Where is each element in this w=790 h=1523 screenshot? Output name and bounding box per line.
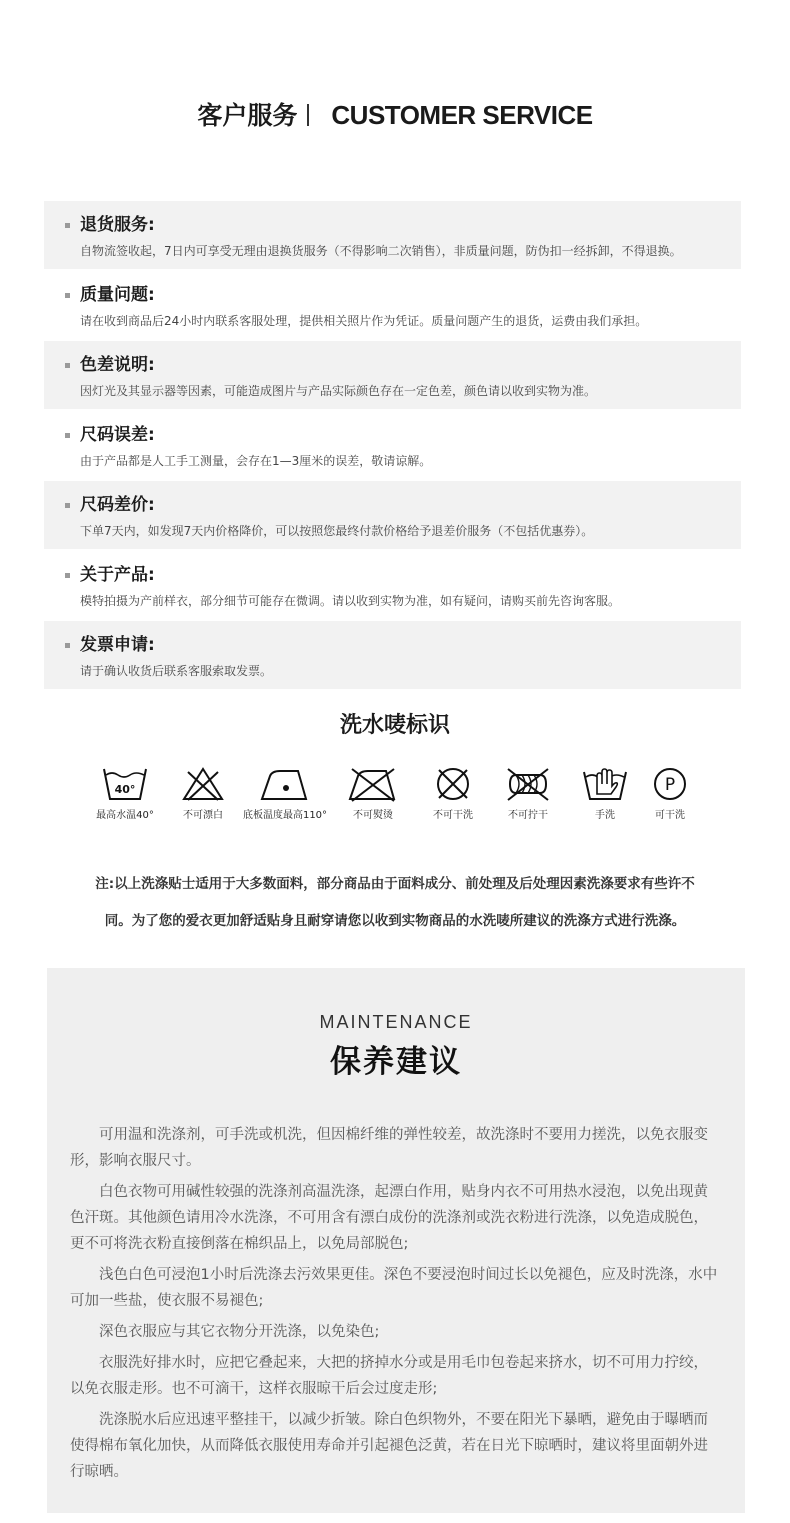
service-desc: 由于产品都是人工手工测量，会存在1—3厘米的误差，敬请谅解。 (80, 454, 432, 468)
service-item-quality (44, 271, 741, 341)
bullet-icon (65, 293, 70, 298)
header-title-en: CUSTOMER SERVICE (331, 100, 593, 130)
service-item-size-error (44, 411, 741, 481)
wash-icon-label: 不可熨烫 (353, 810, 393, 821)
no-iron-icon (346, 766, 400, 802)
wash-icon-label: 手洗 (595, 810, 615, 821)
wash-temp-text: 40° (114, 783, 136, 796)
service-desc: 请于确认收货后联系客服索取发票。 (80, 664, 273, 678)
bullet-icon (65, 643, 70, 648)
maintenance-paragraph: 可用温和洗涤剂，可手洗或机洗，但因棉纤维的弹性较差，故洗涤时不要用力搓洗，以免衣服变形，影响衣服尺寸。 (70, 1127, 708, 1169)
wash-40-icon (102, 766, 148, 802)
bullet-icon (65, 573, 70, 578)
wash-icon-label: 不可干洗 (433, 810, 473, 821)
wash-icon-item (80, 766, 170, 821)
wash-icon-item (328, 766, 418, 821)
wash-note (55, 866, 735, 940)
bullet-icon (65, 363, 70, 368)
bullet-icon (65, 503, 70, 508)
service-item-color (44, 341, 741, 409)
service-item-invoice (44, 621, 741, 689)
service-item-returns (44, 201, 741, 269)
bullet-icon (65, 433, 70, 438)
no-wring-icon (504, 766, 552, 802)
service-title: 尺码差价: (80, 495, 155, 515)
maintenance-title-cn: 保养建议 (330, 1044, 462, 1080)
service-desc: 模特拍摄为产前样衣，部分细节可能存在微调。请以收到实物为准，如有疑问，请购买前先咨询客服。 (80, 594, 621, 608)
wash-icon-item (240, 766, 330, 821)
maintenance-title-en: MAINTENANCE (319, 1012, 473, 1032)
wash-icon-item (625, 766, 715, 821)
wash-icon-label: 可干洗 (655, 810, 685, 821)
dry-clean-letter: P (664, 775, 676, 795)
service-title: 色差说明: (80, 355, 155, 375)
dry-clean-p-icon (647, 766, 693, 802)
maintenance-paragraph: 衣服洗好排水时，应把它叠起来，大把的挤掉水分或是用毛巾包卷起来挤水，切不可用力拧绞，以免衣服走形。也不可滴干，这样衣服晾干后会过度走形; (70, 1355, 708, 1397)
iron-110-icon (258, 766, 312, 802)
wash-note-line-2: 同。为了您的爱衣更加舒适贴身且耐穿请您以收到实物商品的水洗唛所建议的洗涤方式进行洗涤。 (104, 913, 686, 929)
wash-label-title: 洗水唛标识 (339, 713, 450, 738)
hand-wash-icon (582, 766, 628, 802)
service-desc: 下单7天内，如发现7天内价格降价，可以按照您最终付款价格给予退差价服务（不包括优惠券）。 (80, 524, 594, 538)
maintenance-panel (47, 968, 745, 1513)
service-title: 发票申请: (80, 635, 155, 655)
bullet-icon (65, 223, 70, 228)
wash-icon-label: 最高水温40° (96, 810, 154, 821)
wash-icon-label: 不可漂白 (183, 810, 223, 821)
maintenance-paragraph: 深色衣服应与其它衣物分开洗涤，以免染色; (99, 1324, 380, 1340)
maintenance-paragraph: 浅色白色可浸泡1小时后洗涤去污效果更佳。深色不要浸泡时间过长以免褪色，应及时洗涤，水中可加一些盐，使衣服不易褪色; (70, 1267, 718, 1309)
service-title: 质量问题: (80, 285, 155, 305)
maintenance-paragraphs (70, 1122, 720, 1490)
service-item-price-diff (44, 481, 741, 549)
service-title: 关于产品: (80, 565, 155, 585)
service-desc: 请在收到商品后24小时内联系客服处理，提供相关照片作为凭证。质量问题产生的退货，运费由我们承担。 (80, 314, 648, 328)
header-divider (307, 104, 309, 126)
service-list (44, 201, 741, 691)
service-desc: 自物流签收起，7日内可享受无理由退换货服务（不得影响二次销售），非质量问题，防伪扣一经拆卸，不得退换。 (80, 244, 682, 258)
header-title-cn: 客户服务 (197, 101, 298, 130)
maintenance-paragraph: 白色衣物可用碱性较强的洗涤剂高温洗涤，起漂白作用，贴身内衣不可用热水浸泡，以免出现黄色汗斑。其他颜色请用冷水洗涤，不可用含有漂白成份的洗涤剂或洗衣粉进行洗涤，以免造成脱色，更不可将洗衣粉直接倒落在棉织品上，以免局部脱色; (70, 1184, 708, 1252)
wash-icon-item (158, 766, 248, 821)
service-title: 退货服务: (80, 215, 155, 235)
service-desc: 因灯光及其显示器等因素，可能造成图片与产品实际颜色存在一定色差，颜色请以收到实物为准。 (80, 384, 597, 398)
service-title: 尺码误差: (80, 425, 155, 445)
no-bleach-icon (180, 766, 226, 802)
no-dry-clean-icon (430, 766, 476, 802)
wash-icon-label: 底板温度最高110° (242, 810, 328, 821)
wash-icon-label: 不可拧干 (508, 810, 548, 821)
section-header-customer-service (0, 96, 790, 132)
service-item-product (44, 551, 741, 621)
maintenance-paragraph: 洗涤脱水后应迅速平整挂干，以减少折皱。除白色织物外，不要在阳光下暴晒，避免由于曝晒而使得棉布氧化加快，从而降低衣服使用寿命并引起褪色泛黄，若在日光下晾晒时，建议将里面朝外进行晾晒。 (70, 1412, 708, 1480)
wash-note-line-1: 注:以上洗涤贴士适用于大多数面料，部分商品由于面料成分、前处理及后处理因素洗涤要求有些许不 (95, 876, 695, 892)
